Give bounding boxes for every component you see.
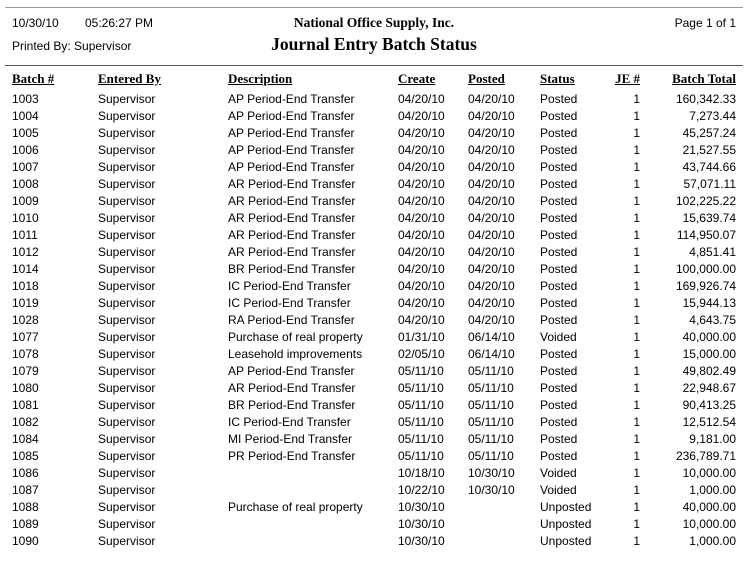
cell-description: AP Period-End Transfer <box>228 364 355 378</box>
table-row <box>12 465 736 482</box>
cell-posted-date: 04/20/10 <box>468 279 515 293</box>
cell-entered-by: Supervisor <box>98 500 156 514</box>
printed-by: Printed By: Supervisor <box>12 39 132 53</box>
cell-description: AR Period-End Transfer <box>228 194 356 208</box>
cell-batch-total: 102,225.22 <box>675 194 736 208</box>
cell-create-date: 01/31/10 <box>398 330 445 344</box>
table-row <box>12 142 736 159</box>
cell-create-date: 04/20/10 <box>398 92 445 106</box>
cell-batch-total: 15,944.13 <box>682 296 736 310</box>
cell-posted-date: 06/14/10 <box>468 347 515 361</box>
cell-je-number: 1 <box>633 296 640 310</box>
cell-batch-number: 1086 <box>12 466 39 480</box>
col-header-posted: Posted <box>468 71 505 86</box>
cell-description: Purchase of real property <box>228 500 363 514</box>
cell-status: Voided <box>540 330 577 344</box>
cell-batch-number: 1006 <box>12 143 39 157</box>
cell-je-number: 1 <box>633 92 640 106</box>
cell-batch-total: 4,851.41 <box>689 245 736 259</box>
table-row <box>12 176 736 193</box>
cell-batch-total: 100,000.00 <box>675 262 736 276</box>
cell-je-number: 1 <box>633 347 640 361</box>
print-date: 10/30/10 <box>12 16 59 30</box>
cell-posted-date: 05/11/10 <box>468 449 514 463</box>
cell-posted-date: 04/20/10 <box>468 177 515 191</box>
table-row <box>12 431 736 448</box>
cell-je-number: 1 <box>633 177 640 191</box>
col-header-je-number: JE # <box>615 71 640 86</box>
cell-status: Posted <box>540 296 578 310</box>
cell-create-date: 10/30/10 <box>398 517 445 531</box>
cell-description: AR Period-End Transfer <box>228 245 356 259</box>
cell-batch-total: 160,342.33 <box>675 92 736 106</box>
cell-description <box>228 533 398 550</box>
cell-status: Posted <box>540 449 578 463</box>
cell-create-date: 10/30/10 <box>398 500 445 514</box>
cell-entered-by: Supervisor <box>98 211 156 225</box>
cell-posted-date: 04/20/10 <box>468 143 515 157</box>
cell-je-number: 1 <box>633 211 640 225</box>
cell-posted-date: 04/20/10 <box>468 245 515 259</box>
cell-status: Posted <box>540 109 578 123</box>
cell-je-number: 1 <box>633 126 640 140</box>
table-row <box>12 125 736 142</box>
cell-batch-total: 236,789.71 <box>675 449 736 463</box>
cell-batch-total: 169,926.74 <box>675 279 736 293</box>
cell-create-date: 05/11/10 <box>398 381 444 395</box>
cell-posted-date: 04/20/10 <box>468 109 515 123</box>
cell-posted-date: 04/20/10 <box>468 262 515 276</box>
cell-batch-number: 1090 <box>12 534 39 548</box>
cell-description: AP Period-End Transfer <box>228 160 355 174</box>
table-row <box>12 516 736 533</box>
cell-status: Posted <box>540 160 578 174</box>
cell-posted-date: 05/11/10 <box>468 364 514 378</box>
cell-status: Voided <box>540 466 577 480</box>
cell-entered-by: Supervisor <box>98 126 156 140</box>
cell-je-number: 1 <box>633 313 640 327</box>
table-row <box>12 108 736 125</box>
cell-create-date: 05/11/10 <box>398 415 444 429</box>
cell-batch-total: 15,000.00 <box>682 347 736 361</box>
cell-je-number: 1 <box>633 449 640 463</box>
cell-batch-total: 21,527.55 <box>682 143 736 157</box>
report-header <box>12 8 736 65</box>
cell-description: AR Period-End Transfer <box>228 228 356 242</box>
cell-entered-by: Supervisor <box>98 177 156 191</box>
col-header-entered-by: Entered By <box>98 71 161 86</box>
cell-status: Posted <box>540 364 578 378</box>
cell-status: Unposted <box>540 534 592 548</box>
cell-entered-by: Supervisor <box>98 296 156 310</box>
cell-batch-number: 1005 <box>12 126 39 140</box>
table-row <box>12 295 736 312</box>
cell-posted-date <box>468 516 540 533</box>
cell-description: MI Period-End Transfer <box>228 432 353 446</box>
cell-create-date: 04/20/10 <box>398 194 445 208</box>
cell-batch-total: 10,000.00 <box>682 466 736 480</box>
cell-status: Posted <box>540 228 578 242</box>
cell-batch-total: 40,000.00 <box>682 500 736 514</box>
cell-batch-number: 1009 <box>12 194 39 208</box>
print-time: 05:26:27 PM <box>85 16 154 30</box>
cell-entered-by: Supervisor <box>98 517 156 531</box>
cell-entered-by: Supervisor <box>98 466 156 480</box>
cell-posted-date: 06/14/10 <box>468 330 515 344</box>
cell-batch-total: 12,512.54 <box>682 415 736 429</box>
cell-batch-number: 1012 <box>12 245 39 259</box>
cell-status: Posted <box>540 432 578 446</box>
cell-create-date: 05/11/10 <box>398 398 444 412</box>
cell-posted-date: 04/20/10 <box>468 296 515 310</box>
cell-batch-number: 1085 <box>12 449 39 463</box>
cell-entered-by: Supervisor <box>98 92 156 106</box>
cell-create-date: 04/20/10 <box>398 160 445 174</box>
cell-je-number: 1 <box>633 381 640 395</box>
cell-batch-number: 1010 <box>12 211 39 225</box>
cell-posted-date: 04/20/10 <box>468 126 515 140</box>
cell-status: Posted <box>540 398 578 412</box>
cell-posted-date: 10/30/10 <box>468 483 515 497</box>
cell-description: IC Period-End Transfer <box>228 415 351 429</box>
cell-je-number: 1 <box>633 534 640 548</box>
cell-je-number: 1 <box>633 517 640 531</box>
cell-batch-total: 7,273.44 <box>689 109 736 123</box>
cell-entered-by: Supervisor <box>98 483 156 497</box>
cell-create-date: 04/20/10 <box>398 313 445 327</box>
cell-je-number: 1 <box>633 228 640 242</box>
cell-status: Posted <box>540 381 578 395</box>
cell-batch-number: 1084 <box>12 432 39 446</box>
cell-create-date: 04/20/10 <box>398 245 445 259</box>
col-header-description: Description <box>228 71 293 86</box>
cell-status: Posted <box>540 347 578 361</box>
cell-batch-number: 1077 <box>12 330 39 344</box>
cell-entered-by: Supervisor <box>98 262 156 276</box>
cell-posted-date: 05/11/10 <box>468 432 514 446</box>
cell-batch-number: 1088 <box>12 500 39 514</box>
cell-status: Posted <box>540 279 578 293</box>
cell-posted-date: 04/20/10 <box>468 211 515 225</box>
cell-posted-date: 04/20/10 <box>468 313 515 327</box>
cell-description <box>228 482 398 499</box>
cell-description <box>228 516 398 533</box>
cell-description: IC Period-End Transfer <box>228 296 351 310</box>
cell-create-date: 04/20/10 <box>398 296 445 310</box>
cell-batch-total: 40,000.00 <box>682 330 736 344</box>
cell-batch-number: 1078 <box>12 347 39 361</box>
cell-posted-date: 05/11/10 <box>468 381 514 395</box>
cell-status: Posted <box>540 262 578 276</box>
cell-batch-total: 9,181.00 <box>689 432 736 446</box>
cell-entered-by: Supervisor <box>98 330 156 344</box>
table-row <box>12 363 736 380</box>
table-row <box>12 278 736 295</box>
cell-description: AP Period-End Transfer <box>228 143 355 157</box>
cell-description: AP Period-End Transfer <box>228 126 355 140</box>
cell-description: Purchase of real property <box>228 330 363 344</box>
cell-batch-total: 22,948.67 <box>682 381 736 395</box>
cell-batch-total: 114,950.07 <box>676 228 736 242</box>
cell-status: Posted <box>540 126 578 140</box>
col-header-batch-number: Batch # <box>12 71 55 86</box>
cell-create-date: 10/18/10 <box>398 466 445 480</box>
cell-batch-number: 1082 <box>12 415 39 429</box>
cell-batch-number: 1079 <box>12 364 39 378</box>
table-row <box>12 329 736 346</box>
table-row <box>12 533 736 550</box>
cell-entered-by: Supervisor <box>98 160 156 174</box>
cell-create-date: 05/11/10 <box>398 449 444 463</box>
cell-posted-date: 04/20/10 <box>468 92 515 106</box>
cell-create-date: 04/20/10 <box>398 228 445 242</box>
cell-posted-date <box>468 499 540 516</box>
cell-description: AR Period-End Transfer <box>228 211 356 225</box>
cell-entered-by: Supervisor <box>98 534 156 548</box>
cell-batch-total: 10,000.00 <box>682 517 736 531</box>
cell-create-date: 04/20/10 <box>398 126 445 140</box>
cell-posted-date <box>468 533 540 550</box>
cell-description: BR Period-End Transfer <box>228 398 356 412</box>
col-header-status: Status <box>540 71 575 86</box>
cell-posted-date: 10/30/10 <box>468 466 515 480</box>
cell-status: Posted <box>540 194 578 208</box>
cell-je-number: 1 <box>633 432 640 446</box>
cell-je-number: 1 <box>633 279 640 293</box>
cell-create-date: 04/20/10 <box>398 109 445 123</box>
cell-je-number: 1 <box>633 143 640 157</box>
batch-table-body <box>12 91 736 550</box>
cell-batch-number: 1080 <box>12 381 39 395</box>
table-row <box>12 414 736 431</box>
cell-batch-total: 57,071.11 <box>683 177 736 191</box>
cell-create-date: 04/20/10 <box>398 211 445 225</box>
cell-description: AP Period-End Transfer <box>228 109 355 123</box>
cell-batch-total: 43,744.66 <box>682 160 736 174</box>
cell-je-number: 1 <box>633 364 640 378</box>
cell-description: RA Period-End Transfer <box>228 313 355 327</box>
col-header-batch-total: Batch Total <box>672 71 736 86</box>
cell-batch-number: 1003 <box>12 92 39 106</box>
cell-je-number: 1 <box>633 398 640 412</box>
cell-je-number: 1 <box>633 500 640 514</box>
cell-batch-number: 1008 <box>12 177 39 191</box>
cell-batch-number: 1019 <box>12 296 39 310</box>
cell-batch-number: 1087 <box>12 483 39 497</box>
cell-posted-date: 05/11/10 <box>468 398 514 412</box>
table-header-row <box>12 71 736 91</box>
cell-description: AR Period-End Transfer <box>228 177 356 191</box>
table-row <box>12 499 736 516</box>
cell-batch-number: 1028 <box>12 313 39 327</box>
cell-description: Leasehold improvements <box>228 347 363 361</box>
table-row <box>12 210 736 227</box>
table-row <box>12 261 736 278</box>
cell-entered-by: Supervisor <box>98 398 156 412</box>
table-row <box>12 193 736 210</box>
cell-status: Posted <box>540 177 578 191</box>
cell-status: Posted <box>540 415 578 429</box>
cell-entered-by: Supervisor <box>98 347 156 361</box>
cell-batch-number: 1081 <box>12 398 39 412</box>
cell-batch-number: 1018 <box>12 279 39 293</box>
cell-je-number: 1 <box>633 483 640 497</box>
cell-description: AR Period-End Transfer <box>228 381 356 395</box>
table-row <box>12 380 736 397</box>
cell-create-date: 10/22/10 <box>398 483 445 497</box>
cell-entered-by: Supervisor <box>98 364 156 378</box>
cell-batch-total: 4,643.75 <box>689 313 736 327</box>
cell-entered-by: Supervisor <box>98 381 156 395</box>
cell-entered-by: Supervisor <box>98 194 156 208</box>
cell-description <box>228 465 398 482</box>
cell-je-number: 1 <box>633 245 640 259</box>
cell-batch-total: 15,639.74 <box>682 211 736 225</box>
cell-entered-by: Supervisor <box>98 245 156 259</box>
cell-je-number: 1 <box>633 194 640 208</box>
cell-create-date: 05/11/10 <box>398 364 444 378</box>
cell-je-number: 1 <box>633 262 640 276</box>
cell-create-date: 04/20/10 <box>398 262 445 276</box>
cell-description: BR Period-End Transfer <box>228 262 356 276</box>
table-row <box>12 397 736 414</box>
cell-description: AP Period-End Transfer <box>228 92 355 106</box>
company-name: National Office Supply, Inc. <box>293 15 455 30</box>
cell-entered-by: Supervisor <box>98 279 156 293</box>
batch-status-table <box>12 71 736 550</box>
cell-create-date: 10/30/10 <box>398 534 445 548</box>
cell-create-date: 02/05/10 <box>398 347 445 361</box>
cell-je-number: 1 <box>633 330 640 344</box>
cell-posted-date: 05/11/10 <box>468 415 514 429</box>
cell-entered-by: Supervisor <box>98 415 156 429</box>
cell-entered-by: Supervisor <box>98 228 156 242</box>
cell-status: Unposted <box>540 500 592 514</box>
cell-entered-by: Supervisor <box>98 313 156 327</box>
cell-batch-number: 1011 <box>12 228 38 242</box>
cell-batch-number: 1089 <box>12 517 39 531</box>
cell-status: Posted <box>540 92 578 106</box>
table-row <box>12 312 736 329</box>
table-row <box>12 244 736 261</box>
cell-status: Posted <box>540 245 578 259</box>
cell-batch-total: 1,000.00 <box>689 483 736 497</box>
cell-batch-number: 1007 <box>12 160 39 174</box>
table-row <box>12 482 736 499</box>
cell-posted-date: 04/20/10 <box>468 228 515 242</box>
cell-entered-by: Supervisor <box>98 432 156 446</box>
table-row <box>12 448 736 465</box>
cell-batch-number: 1014 <box>12 262 39 276</box>
cell-batch-total: 1,000.00 <box>689 534 736 548</box>
col-header-create: Create <box>398 71 436 86</box>
cell-je-number: 1 <box>633 109 640 123</box>
table-row <box>12 159 736 176</box>
cell-entered-by: Supervisor <box>98 449 156 463</box>
cell-entered-by: Supervisor <box>98 109 156 123</box>
cell-status: Voided <box>540 483 577 497</box>
table-row <box>12 227 736 244</box>
cell-batch-total: 45,257.24 <box>682 126 736 140</box>
header-divider <box>5 65 743 66</box>
cell-description: IC Period-End Transfer <box>228 279 351 293</box>
cell-je-number: 1 <box>633 466 640 480</box>
cell-entered-by: Supervisor <box>98 143 156 157</box>
cell-batch-total: 90,413.25 <box>682 398 736 412</box>
cell-status: Unposted <box>540 517 592 531</box>
cell-description: PR Period-End Transfer <box>228 449 356 463</box>
cell-posted-date: 04/20/10 <box>468 160 515 174</box>
cell-batch-number: 1004 <box>12 109 39 123</box>
page-info: Page 1 of 1 <box>674 16 736 30</box>
table-row <box>12 91 736 108</box>
cell-create-date: 05/11/10 <box>398 432 444 446</box>
cell-batch-total: 49,802.49 <box>682 364 736 378</box>
cell-status: Posted <box>540 313 578 327</box>
cell-je-number: 1 <box>633 415 640 429</box>
cell-posted-date: 04/20/10 <box>468 194 515 208</box>
cell-je-number: 1 <box>633 160 640 174</box>
cell-create-date: 04/20/10 <box>398 177 445 191</box>
report-title: Journal Entry Batch Status <box>271 34 477 54</box>
cell-status: Posted <box>540 211 578 225</box>
cell-create-date: 04/20/10 <box>398 279 445 293</box>
cell-create-date: 04/20/10 <box>398 143 445 157</box>
table-row <box>12 346 736 363</box>
cell-status: Posted <box>540 143 578 157</box>
